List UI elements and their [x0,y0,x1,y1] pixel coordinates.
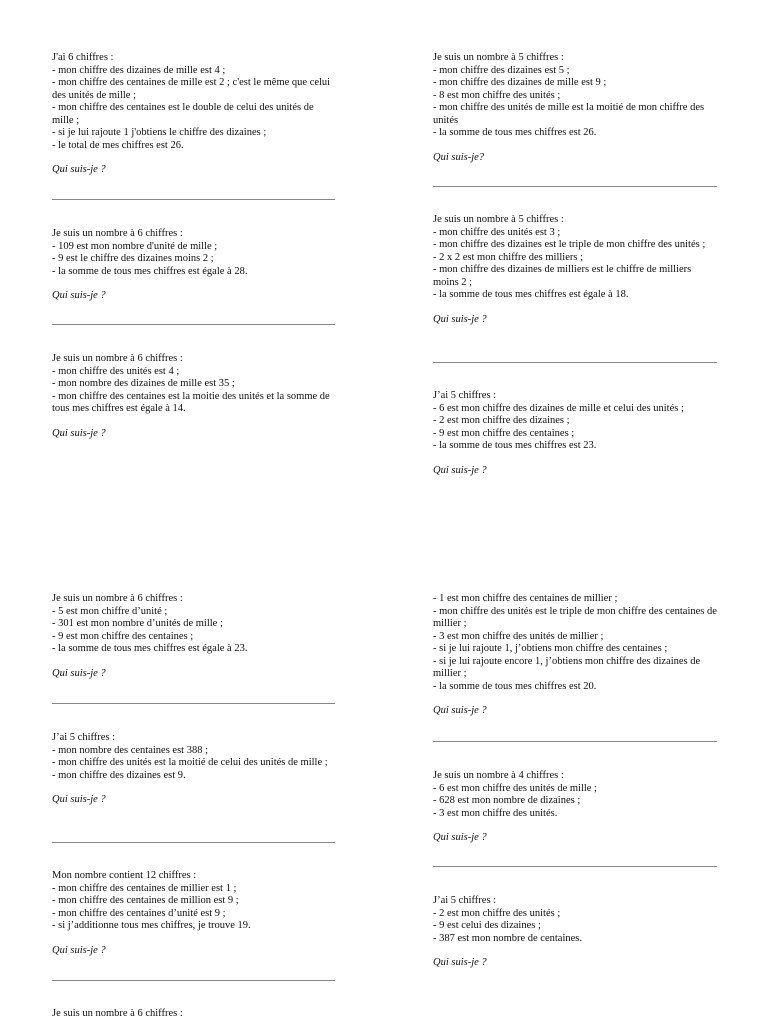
riddle-line: - 3 est mon chiffre des unités de millier ; [433,630,604,642]
answer-line [52,842,335,843]
riddle-line: - mon chiffre des dizaines de milliers est le chiffre de milliers moins 2 ; [433,264,692,288]
riddle-line: - mon chiffre des dizaines est le triple de mon chiffre des unités ; [433,239,706,250]
riddle-line: - 2 est mon chiffre des unités ; [433,907,561,919]
riddle-line: - 628 est mon nombre de dizaines ; [433,795,581,806]
riddle-line: - la somme de tous mes chiffres est égale à 28. [52,265,248,277]
riddle-line: - 3 est mon chiffre des unités. [433,807,558,819]
riddle-line: Je suis un nombre à 6 chiffres : [52,353,183,364]
answer-line [52,199,335,200]
riddle-line: - 9 est mon chiffre des centaines ; [52,630,194,642]
riddle-line: Je suis un nombre à 6 chiffres : [52,1008,183,1019]
riddle-line: J’ai 5 chiffres : [52,732,116,743]
riddle-line: - mon chiffre des centaines de mille est 2 ; c'est le même que celui des unités de mille ; [52,77,331,101]
riddle-card [52,732,335,807]
riddle-line: - mon nombre des centaines est 388 ; [52,744,209,756]
answer-line [433,362,717,363]
answer-line [433,741,717,742]
riddle-line: - 9 est celui des dizaines ; [433,920,541,931]
riddle-line: J’ai 5 chiffres : [433,895,497,906]
riddle-question: Qui suis-je? [433,151,485,163]
riddle-question: Qui suis-je ? [433,832,487,843]
riddle-line: - mon chiffre des centaines est la moitie des unités et la somme de tous mes chiffres est égale à 14. [52,390,330,414]
riddle-line: - mon chiffre des unités est la moitié de celui des unités de mille ; [52,757,328,768]
riddle-line: Je suis un nombre à 6 chiffres : [52,228,183,239]
answer-line [433,866,717,867]
riddle-line: Je suis un nombre à 5 chiffres : [433,52,564,63]
riddle-line: - 387 est mon nombre de centaines. [433,932,582,944]
riddle-line: - mon chiffre des unités est le triple de mon chiffre des centaines de millier ; [433,605,717,629]
riddle-card [433,593,717,718]
riddle-question: Qui suis-je ? [52,667,106,679]
riddle-line: - la somme de tous mes chiffres est égale à 18. [433,289,629,300]
riddle-card [52,353,335,440]
riddle-line: - 2 est mon chiffre des dizaines ; [433,415,570,426]
riddle-line: - si je lui rajoute 1 j'obtiens le chiffre des dizaines ; [52,127,267,138]
riddle-question: Qui suis-je ? [52,944,106,956]
riddle-card [433,770,717,845]
riddle-card [52,228,335,303]
riddle-line: - 301 est mon nombre d’unités de mille ; [52,618,223,629]
riddle-card [52,1008,335,1021]
riddle-line: - si je lui rajoute encore 1, j’obtiens mon chiffre des dizaines de millier ; [433,655,701,679]
riddle-line: Je suis un nombre à 4 chiffres : [433,770,564,781]
answer-line [52,980,335,981]
riddle-line: - mon chiffre des unités est 3 ; [433,226,561,238]
riddle-line: - 8 est mon chiffre des unités ; [433,89,561,101]
riddle-card [52,870,335,957]
riddle-line: - mon chiffre des dizaines est 5 ; [433,64,570,76]
riddle-card [433,214,717,326]
riddle-line: Je suis un nombre à 5 chiffres : [433,214,564,225]
answer-line [52,324,335,325]
riddle-line: - mon chiffre des dizaines de mille est 4 ; [52,64,226,76]
riddle-question: Qui suis-je ? [433,705,487,716]
riddle-line: - mon chiffre des centaines de million est 9 ; [52,895,239,906]
riddle-line: - la somme de tous mes chiffres est 23. [433,440,597,451]
riddle-line: J'ai 6 chiffres : [52,52,114,63]
riddle-line: - la somme de tous mes chiffres est 26. [433,127,597,138]
riddle-card [52,52,335,177]
answer-line [433,186,717,187]
riddle-card [433,390,717,477]
riddle-line: - mon chiffre des dizaines est 9. [52,769,186,781]
riddle-question: Qui suis-je ? [52,164,106,175]
riddle-line: Mon nombre contient 12 chiffres : [52,870,197,881]
riddle-line: - 6 est mon chiffre des unités de mille ; [433,782,597,794]
riddle-line: - 5 est mon chiffre d’unité ; [52,605,168,617]
riddle-question: Qui suis-je ? [52,427,106,439]
riddle-line: - mon chiffre des unités est 4 ; [52,365,180,377]
riddle-line: - mon chiffre des centaines est le double de celui des unités de mille ; [52,102,314,126]
riddle-card [433,52,717,164]
riddle-line: - la somme de tous mes chiffres est égale à 23. [52,643,248,654]
riddle-line: - 9 est mon chiffre des centaines ; [433,427,575,439]
riddle-line: - mon chiffre des dizaines de mille est 9 ; [433,77,607,88]
riddle-card [52,593,335,680]
riddle-line: - 9 est le chiffre des dizaines moins 2 ; [52,253,214,264]
riddle-line: - la somme de tous mes chiffres est 20. [433,680,597,692]
riddle-question: Qui suis-je ? [433,957,487,968]
riddle-question: Qui suis-je ? [52,794,106,805]
riddle-line: - si j’additionne tous mes chiffres, je trouve 19. [52,920,251,931]
riddle-question: Qui suis-je ? [433,464,487,476]
riddle-line: - 6 est mon chiffre des dizaines de mille et celui des unités ; [433,402,684,414]
riddle-line: - mon chiffre des centaines d’unité est 9 ; [52,907,226,919]
riddle-question: Qui suis-je ? [52,290,106,301]
riddle-line: - si je lui rajoute 1, j’obtiens mon chiffre des centaines ; [433,643,668,654]
riddle-card [433,895,717,970]
riddle-line: - mon chiffre des unités de mille est la moitié de mon chiffre des unités [433,102,705,126]
riddle-line: - 1 est mon chiffre des centaines de millier ; [433,593,618,604]
riddle-line: - le total de mes chiffres est 26. [52,139,184,151]
riddle-line: - mon chiffre des centaines de millier est 1 ; [52,882,237,894]
answer-line [52,703,335,704]
riddle-line: - 2 x 2 est mon chiffre des milliers ; [433,251,583,263]
riddle-question: Qui suis-je ? [433,313,487,325]
riddle-line: J’ai 5 chiffres : [433,390,497,401]
riddle-line: - mon nombre des dizaines de mille est 35 ; [52,378,235,389]
riddle-line: - 109 est mon nombre d'unité de mille ; [52,240,218,252]
riddle-line: Je suis un nombre à 6 chiffres : [52,593,183,604]
